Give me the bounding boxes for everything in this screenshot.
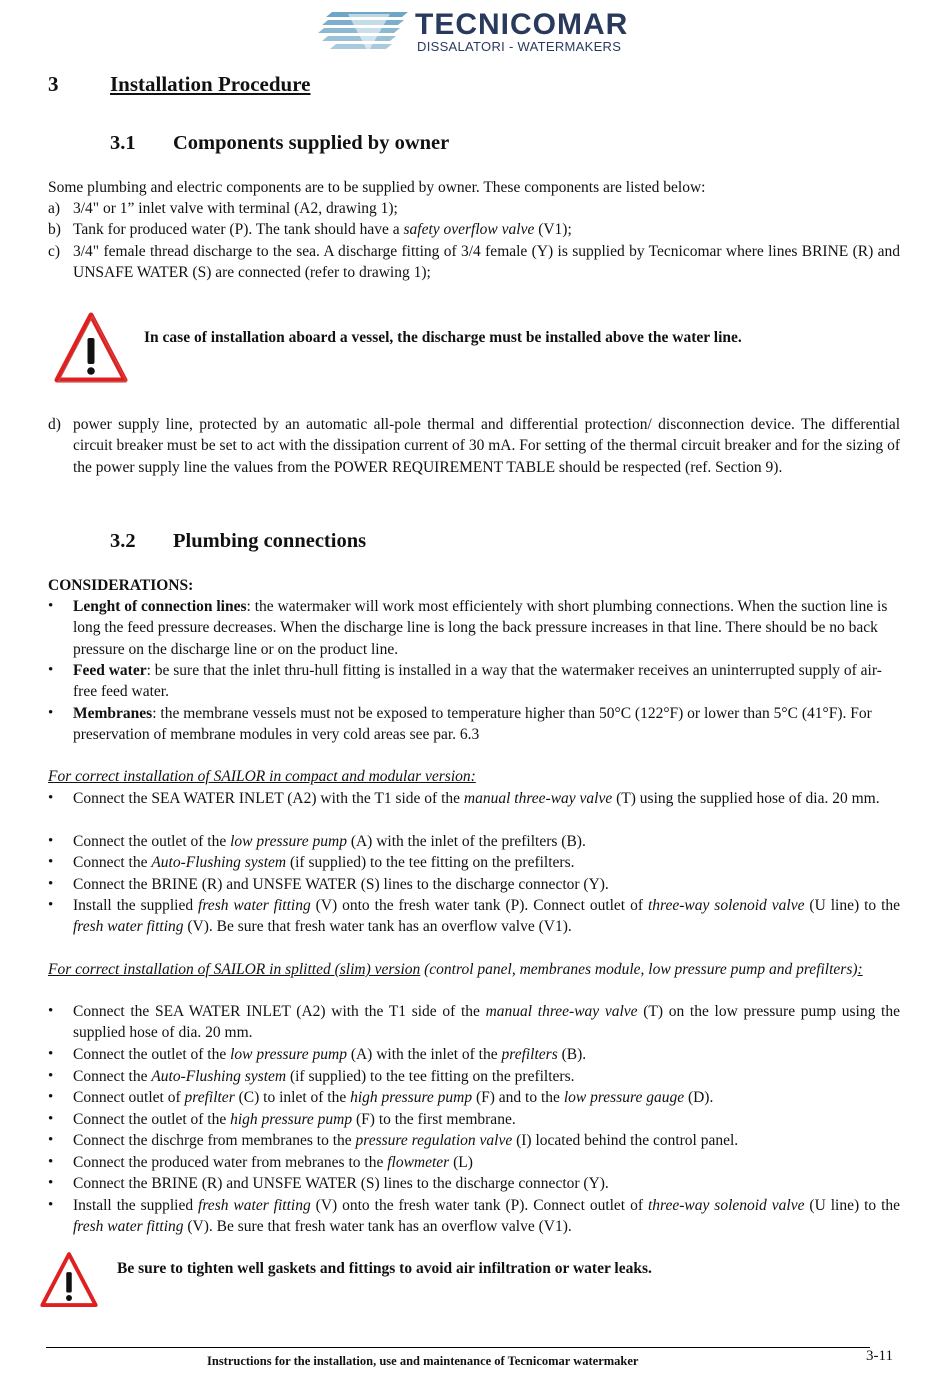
list-text: Connect the outlet of the bbox=[73, 1046, 231, 1063]
list-text: Connect the SEA WATER INLET (A2) with the T1 side of the bbox=[73, 1003, 486, 1020]
bullet-icon: • bbox=[48, 876, 54, 892]
warning-icon bbox=[40, 1251, 98, 1309]
list-text: (F) and to the bbox=[472, 1089, 564, 1106]
list-emphasis: fresh water fitting bbox=[198, 1197, 311, 1214]
list-emphasis: fresh water fitting bbox=[73, 918, 184, 936]
list-emphasis: fresh water fitting bbox=[73, 1218, 184, 1236]
section-heading bbox=[48, 72, 310, 97]
footer-divider bbox=[46, 1347, 870, 1348]
list-text: (if supplied) to the tee fitting on the prefilters. bbox=[286, 1068, 575, 1085]
list-text: (A2, drawing 1); bbox=[290, 200, 398, 217]
list-emphasis: three-way solenoid valve bbox=[647, 897, 805, 914]
list-item-a bbox=[48, 198, 900, 219]
bullet-icon: • bbox=[48, 1132, 54, 1148]
list-text: (T) on the low pressure pump using the supplied hose of dia. 20 mm. bbox=[73, 1003, 900, 1042]
bullet-icon: • bbox=[48, 1068, 54, 1084]
list-emphasis: flowmeter bbox=[387, 1154, 450, 1171]
list-item bbox=[48, 852, 900, 873]
list-emphasis: fresh water fitting bbox=[198, 897, 311, 914]
list-emphasis: manual three-way valve bbox=[463, 790, 613, 807]
list-text: : the membrane vessels must not be exposed to temperature higher than 50°C (122°F) or lower than 5°C (41°F). For preservation of membrane modules in very cold areas see par. 6.3 bbox=[73, 705, 872, 744]
list-text: Connect the BRINE (R) and UNSFE WATER (S) lines to the discharge connector (Y). bbox=[73, 1175, 609, 1192]
list-emphasis: manual three-way valve bbox=[485, 1003, 638, 1020]
bullet-icon: • bbox=[48, 1089, 54, 1105]
list-item-c bbox=[48, 241, 900, 284]
intro-paragraph: Some plumbing and electric components are to be supplied by owner. These components are listed below: bbox=[48, 179, 706, 196]
bullet-icon: • bbox=[48, 1003, 54, 1019]
list-item bbox=[48, 874, 900, 895]
list-text: Connect the SEA WATER INLET (A2) with the T1 side of the bbox=[73, 790, 464, 807]
section-number: 3 bbox=[48, 72, 59, 96]
caption-text: : bbox=[857, 961, 863, 978]
list-text: Connect the bbox=[73, 854, 152, 871]
warning-icon bbox=[54, 312, 128, 384]
list-text: (L) bbox=[449, 1154, 473, 1171]
list-text: Connect the produced water from mebranes to the bbox=[73, 1154, 388, 1171]
subsection-number: 3.1 bbox=[110, 132, 136, 154]
bullet-icon: • bbox=[48, 833, 54, 849]
list-text: (U line) to the bbox=[804, 897, 901, 914]
logo-wordmark: TECNICOMAR bbox=[415, 8, 629, 41]
list-text: (V). Be sure that fresh water tank has an overflow valve (V1). bbox=[183, 1218, 572, 1236]
list-text: : be sure that the inlet thru-hull fitting is installed in a way that the watermaker receives an uninterrupted supply of air-free feed water. bbox=[73, 662, 882, 701]
list-item-d bbox=[48, 414, 900, 478]
bullet-icon: • bbox=[48, 1197, 54, 1213]
caption-text: For correct installation of SAILOR in splitted (slim) version bbox=[48, 961, 421, 978]
company-logo bbox=[318, 8, 634, 56]
section-title: Installation Procedure bbox=[110, 72, 311, 96]
caption-text: For correct installation of SAILOR in compact and modular version: bbox=[48, 768, 476, 785]
list-marker: b) bbox=[48, 221, 61, 238]
list-emphasis: prefilter bbox=[184, 1089, 235, 1106]
list-text: : the watermaker will work most efficientely with short plumbing connections. When the suction line is long the feed pressure decreases. When the discharge line is long the back pressure increases in that line. There should be no back pressure on the discharge line or on the product line. bbox=[73, 598, 888, 658]
list-text: (V) onto the fresh water tank (P). Connect outlet of bbox=[310, 897, 648, 914]
list-text: Connect the bbox=[73, 1068, 152, 1085]
list-text: (A) with the inlet of the prefilters (B). bbox=[346, 833, 586, 850]
bullet-icon: • bbox=[48, 662, 54, 678]
list-text: (V) onto the fresh water tank (P). Connect outlet of bbox=[310, 1197, 648, 1214]
list-marker: c) bbox=[48, 243, 61, 260]
list-text: Tank for produced water (P). The tank should have a bbox=[73, 221, 404, 238]
subsection-heading bbox=[110, 530, 366, 553]
list-text: (A) with the inlet of the bbox=[346, 1046, 502, 1063]
list-item bbox=[48, 895, 900, 938]
page-number: 3-11 bbox=[866, 1348, 893, 1364]
split-caption bbox=[48, 959, 900, 980]
warning-text: Be sure to tighten well gaskets and fittings to avoid air infiltration or water leaks. bbox=[117, 1260, 652, 1277]
list-emphasis: Auto-Flushing system bbox=[151, 1068, 287, 1085]
list-text: Connect the dischrge from membranes to the bbox=[73, 1132, 356, 1149]
list-emphasis: low pressure pump bbox=[230, 833, 347, 850]
list-item bbox=[48, 788, 900, 809]
bullet-icon: • bbox=[48, 705, 54, 721]
list-item bbox=[48, 1066, 900, 1087]
list-text: (U line) to the bbox=[804, 1197, 901, 1214]
logo-tagline: DISSALATORI - WATERMAKERS bbox=[417, 39, 622, 54]
list-item bbox=[48, 1130, 900, 1151]
list-text: Connect the outlet of the bbox=[73, 1111, 231, 1128]
list-bold: Feed water bbox=[73, 662, 147, 679]
caption-text: (control panel, membranes module, low pressure pump and prefilters) bbox=[420, 961, 858, 978]
list-text: (T) using the supplied hose of dia. 20 mm. bbox=[612, 790, 880, 807]
list-emphasis: low pressure gauge bbox=[563, 1089, 685, 1106]
list-item bbox=[48, 1044, 900, 1065]
subsection-number: 3.2 bbox=[110, 530, 136, 552]
bullet-icon: • bbox=[48, 854, 54, 870]
considerations-title: CONSIDERATIONS: bbox=[48, 577, 194, 594]
list-text: Install the supplied bbox=[73, 1197, 199, 1214]
bullet-icon: • bbox=[48, 897, 54, 913]
list-emphasis: prefilters bbox=[501, 1046, 558, 1063]
list-emphasis: high pressure pump bbox=[350, 1089, 473, 1106]
logo-wave-icon bbox=[318, 8, 414, 56]
list-text: (D). bbox=[684, 1089, 714, 1106]
list-item bbox=[48, 596, 900, 660]
subsection-title: Components supplied by owner bbox=[173, 132, 450, 154]
list-item bbox=[48, 1173, 900, 1194]
list-emphasis: Auto-Flushing system bbox=[151, 854, 287, 871]
list-text: Install the supplied bbox=[73, 897, 199, 914]
subsection-title: Plumbing connections bbox=[173, 530, 367, 552]
list-text: (if supplied) to the tee fitting on the prefilters. bbox=[286, 854, 575, 871]
list-item bbox=[48, 1152, 900, 1173]
list-text: Connect the outlet of the bbox=[73, 833, 231, 850]
bullet-icon: • bbox=[48, 1111, 54, 1127]
list-emphasis: safety overflow valve bbox=[403, 221, 535, 238]
list-text: Connect outlet of bbox=[73, 1089, 185, 1106]
bullet-icon: • bbox=[48, 1175, 54, 1191]
list-text: 3/4" or 1” inlet valve with terminal bbox=[73, 200, 291, 217]
list-emphasis: high pressure pump bbox=[230, 1111, 353, 1128]
bullet-icon: • bbox=[48, 1154, 54, 1170]
list-text: Connect the BRINE (R) and UNSFE WATER (S) lines to the discharge connector (Y). bbox=[73, 876, 609, 893]
list-text: (B). bbox=[557, 1046, 587, 1063]
list-item bbox=[48, 660, 900, 703]
list-text: power supply line, protected by an automatic all-pole thermal and differential protection/ disconnection device. The differential circuit breaker must be set to act with the dissipation current of 30 mA. For setting of the thermal circuit breaker and for the sizing of the power supply line the values from the POWER REQUIREMENT TABLE should be respected (ref. Section 9). bbox=[73, 416, 900, 476]
list-text: (I) located behind the control panel. bbox=[512, 1132, 739, 1149]
list-item-b bbox=[48, 219, 900, 240]
list-marker: d) bbox=[48, 416, 61, 433]
list-item bbox=[48, 1109, 900, 1130]
list-bold: Lenght of connection lines bbox=[73, 598, 247, 615]
list-marker: a) bbox=[48, 200, 61, 217]
list-emphasis: three-way solenoid valve bbox=[647, 1197, 805, 1214]
list-emphasis: low pressure pump bbox=[230, 1046, 347, 1063]
list-item bbox=[48, 703, 900, 746]
list-text: (V1); bbox=[534, 221, 572, 238]
list-text: (F) to the first membrane. bbox=[352, 1111, 516, 1128]
list-text: (V). Be sure that fresh water tank has an overflow valve (V1). bbox=[183, 918, 572, 936]
compact-caption bbox=[48, 766, 900, 787]
subsection-heading bbox=[110, 132, 449, 155]
bullet-icon: • bbox=[48, 790, 54, 806]
list-text: (C) to inlet of the bbox=[234, 1089, 351, 1106]
footer-text: Instructions for the installation, use and maintenance of Tecnicomar watermaker bbox=[207, 1354, 639, 1368]
bullet-icon: • bbox=[48, 1046, 54, 1062]
list-item bbox=[48, 831, 900, 852]
list-emphasis: pressure regulation valve bbox=[355, 1132, 513, 1149]
list-item bbox=[48, 1087, 900, 1108]
list-text: 3/4" female thread discharge to the sea. A discharge fitting of 3/4 female (Y) is supplied by Tecnicomar where lines BRINE (R) and UNSAFE WATER (S) are connected (refer to drawing 1); bbox=[73, 243, 900, 282]
list-bold: Membranes bbox=[73, 705, 153, 722]
warning-text: In case of installation aboard a vessel, the discharge must be installed above the water line. bbox=[144, 329, 742, 346]
list-item bbox=[48, 1001, 900, 1044]
list-item bbox=[48, 1195, 900, 1238]
bullet-icon: • bbox=[48, 598, 54, 614]
